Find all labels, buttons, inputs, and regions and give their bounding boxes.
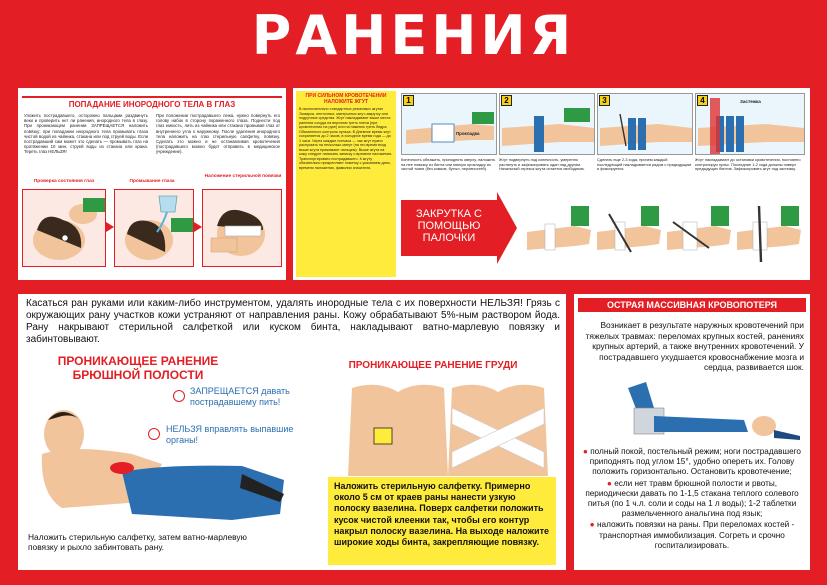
chest-instructions: Наложить стерильную салфетку. Примерно около 5 см от краев раны нанести узкую полоску вазелина. Поверх салфетки положить кусок чистой клеенки так, чтобы его контур накрыл полоску вазелина. На выходе наложите широкие ходы бинта, закрепляющие повязку. (328, 477, 556, 565)
wounds-main-text: Касаться ран руками или каким-либо инструментом, удалять инородные тела с их поверхности НЕЛЬЗЯ! Грязь с окружающих рану участков кожи устраняют от направления раны. Кожу обрабатывают 5%-ным раствором йода. Рану накрывают стерильной салфеткой или куском бинта, накладывают ватно-марлевую повязку и забинтовывают. (26, 298, 560, 345)
step-4-text: Жгут накладывают до остановки кровотечения, постоянно контролируя пульс. Последние 1-2 хода должны поверх предыдущих бинтов. Зафиксировать жгут под застежку. (695, 157, 801, 172)
step-number: 4 (697, 95, 708, 106)
blood-loss-panel (574, 294, 810, 570)
tourniquet-heading: ПРИ СИЛЬНОМ КРОВОТЕЧЕНИИ НАЛОЖИТЕ ЖГУТ (305, 93, 387, 105)
abdomen-caption: Наложить стерильную салфетку, затем ватно-марлевую повязку и рыхло забинтовать рану. (28, 532, 247, 552)
eye-heading: ПОПАДАНИЕ ИНОРОДНОГО ТЕЛА В ГЛАЗ (68, 100, 236, 109)
step-1-text: Конечность обнажить, приподнять кверху, наложить на нее повязку из бинта или мягкую прокладку из чистой ткани (без комков, бутыл, неровностей). (401, 157, 496, 172)
bullet-icon: ● (589, 520, 595, 530)
step-3-text: Сделать еще 2-3 хода, причем каждый последующий накладывается рядом с предыдущим и фиксируется. (597, 157, 692, 172)
blood-action-text: полный покой, постельный режим; ноги пострадавшего приподнять под углом 15°, удобно опереть их. Голову положить горизонтально. Остановить кровотечение; (589, 447, 801, 477)
zakrutka-illustration (525, 192, 805, 272)
zakrutka-label: ЗАКРУТКА С ПОМОЩЬЮ ПАЛОЧКИ (401, 200, 497, 256)
eye-caption-3: Наложение стерильной повязки (204, 174, 282, 179)
eye-bandage-illustration (202, 189, 282, 267)
bullet-icon: ● (606, 478, 612, 488)
shock-position-illustration (624, 378, 804, 442)
warn-no-push-organs: НЕЛЬЗЯ вправлять выпавшие органы! (166, 424, 294, 445)
wounds-panel (18, 294, 566, 570)
step-number: 2 (501, 95, 512, 106)
tourniquet-step-1 (401, 93, 497, 155)
eye-wash-illustration (114, 189, 194, 267)
step-number: 1 (403, 95, 414, 106)
chest-illustration (348, 378, 548, 476)
no-drink-icon (173, 390, 185, 402)
divider (22, 96, 282, 98)
tourniquet-info-box (296, 91, 396, 277)
eye-check-illustration (22, 189, 106, 267)
page-title: РАНЕНИЯ (251, 4, 576, 67)
blood-heading: ОСТРАЯ МАССИВНАЯ КРОВОПОТЕРЯ (578, 298, 806, 312)
arrow-icon (194, 222, 202, 232)
warn-no-drink: ЗАПРЕЩАЕТСЯ давать пострадавшему пить! (190, 386, 290, 407)
tourniquet-step-4 (695, 93, 805, 155)
eye-caption-2: Промывание глаза (129, 179, 175, 184)
tourniquet-panel (293, 88, 810, 280)
step-label: Застежка (740, 99, 761, 104)
eye-text-left: Уложить пострадавшего, осторожно пальцами раздвинуть веки и проверить нет ли ранения, инородного тела в глазу. При проникающем ранении ЗАПРЕЩАЕТСЯ наложить повязку; при попадании инородного тела промывать глаза чистой водой из чайника, стакана или под струей воды. Если пострадавший сам может это сделать — промывать глаз на протяжении 10 мин, струей воды из стакана или крана. Тереть глаз НЕЛЬЗЯ! (24, 113, 148, 155)
eye-panel (18, 88, 286, 280)
tourniquet-step-3 (597, 93, 693, 155)
blood-action-item (580, 447, 804, 478)
tourniquet-step-2 (499, 93, 595, 155)
arrow-icon (497, 192, 517, 264)
chest-heading: ПРОНИКАЮЩЕЕ РАНЕНИЕ ГРУДИ (348, 360, 518, 371)
tourniquet-text: В исключительно стандартных резиновых жгутах Эсмарха, ленточных, матерчатых жгут-закрутку или подручные средства. Жгут накладывают выше места ранения сосуда на верхнюю треть плеча (при кровотечении на руке) или на нижнюю треть бедра. Обязательно контроль пульса. В Дневное время жгут сохраняется до 2 часов, в холодное время года — до 1 часа. Через каждые полчаса — час жгут нужно распускать на несколько минут (на это время вход выше жгута прижимают пальцем). Выше жгута на кожу следует написать записку о времени наложения. Транспортировать пострадавшего. К жгуту обязательно прикрепляют пометку с указанием даты, времени наложения, фамилии спасателя. (299, 107, 393, 170)
eye-text-right: При положении пострадавшего лежа, нужно повернуть его голову набок в сторону пораженного глаза. Поднести под глаз емкость, лить из чайника или стакана промывая глаз от внутреннего угла к наружному. После удаления инородного тела наложить на глаз стерильную салфетку, повязку. Сделать это можно и не останавливая кровотечения (пострадавшего можно будет отправить в медицинское учреждение). (156, 113, 280, 155)
bullet-icon: ● (583, 447, 588, 456)
blood-action-text: если нет травм брюшной полости и рвоты, периодически давать по 1-1,5 стакана теплого солевого питья (по 1 ч.л. соли и соды на 1 л воды); 1-2 таблетки размельченного анальгина под язык; (585, 478, 799, 519)
abdomen-heading: ПРОНИКАЮЩЕЕ РАНЕНИЕ БРЮШНОЙ ПОЛОСТИ (57, 354, 219, 382)
step-label: Прокладка (456, 131, 480, 136)
blood-intro: Возникает в результате наружных кровотечений при тяжелых травмах: переломах крупных костей, ранениях крупных артерий, а также внутренних кровотечений. У пострадавшего ухудшается кровоснабжение мозга и сердца, развивается шок. (585, 320, 804, 373)
step-number: 3 (599, 95, 610, 106)
step-2-text: Жгут подвернуть под конечность, умеренно растянуть и зафиксировать один над другим. Начальный отрезок жгута остается свободным. (499, 157, 585, 172)
blood-action-text: наложить повязки на раны. При переломах костей - транспортная иммобилизация. Согреть и срочно госпитализировать. (597, 520, 795, 550)
blood-actions-list (580, 447, 804, 551)
blood-action-item (580, 479, 804, 520)
eye-caption-1: Проверка состояния глаз (33, 179, 95, 184)
arrow-icon (106, 222, 114, 232)
blood-action-item (580, 520, 804, 551)
no-push-organs-icon (148, 428, 160, 440)
